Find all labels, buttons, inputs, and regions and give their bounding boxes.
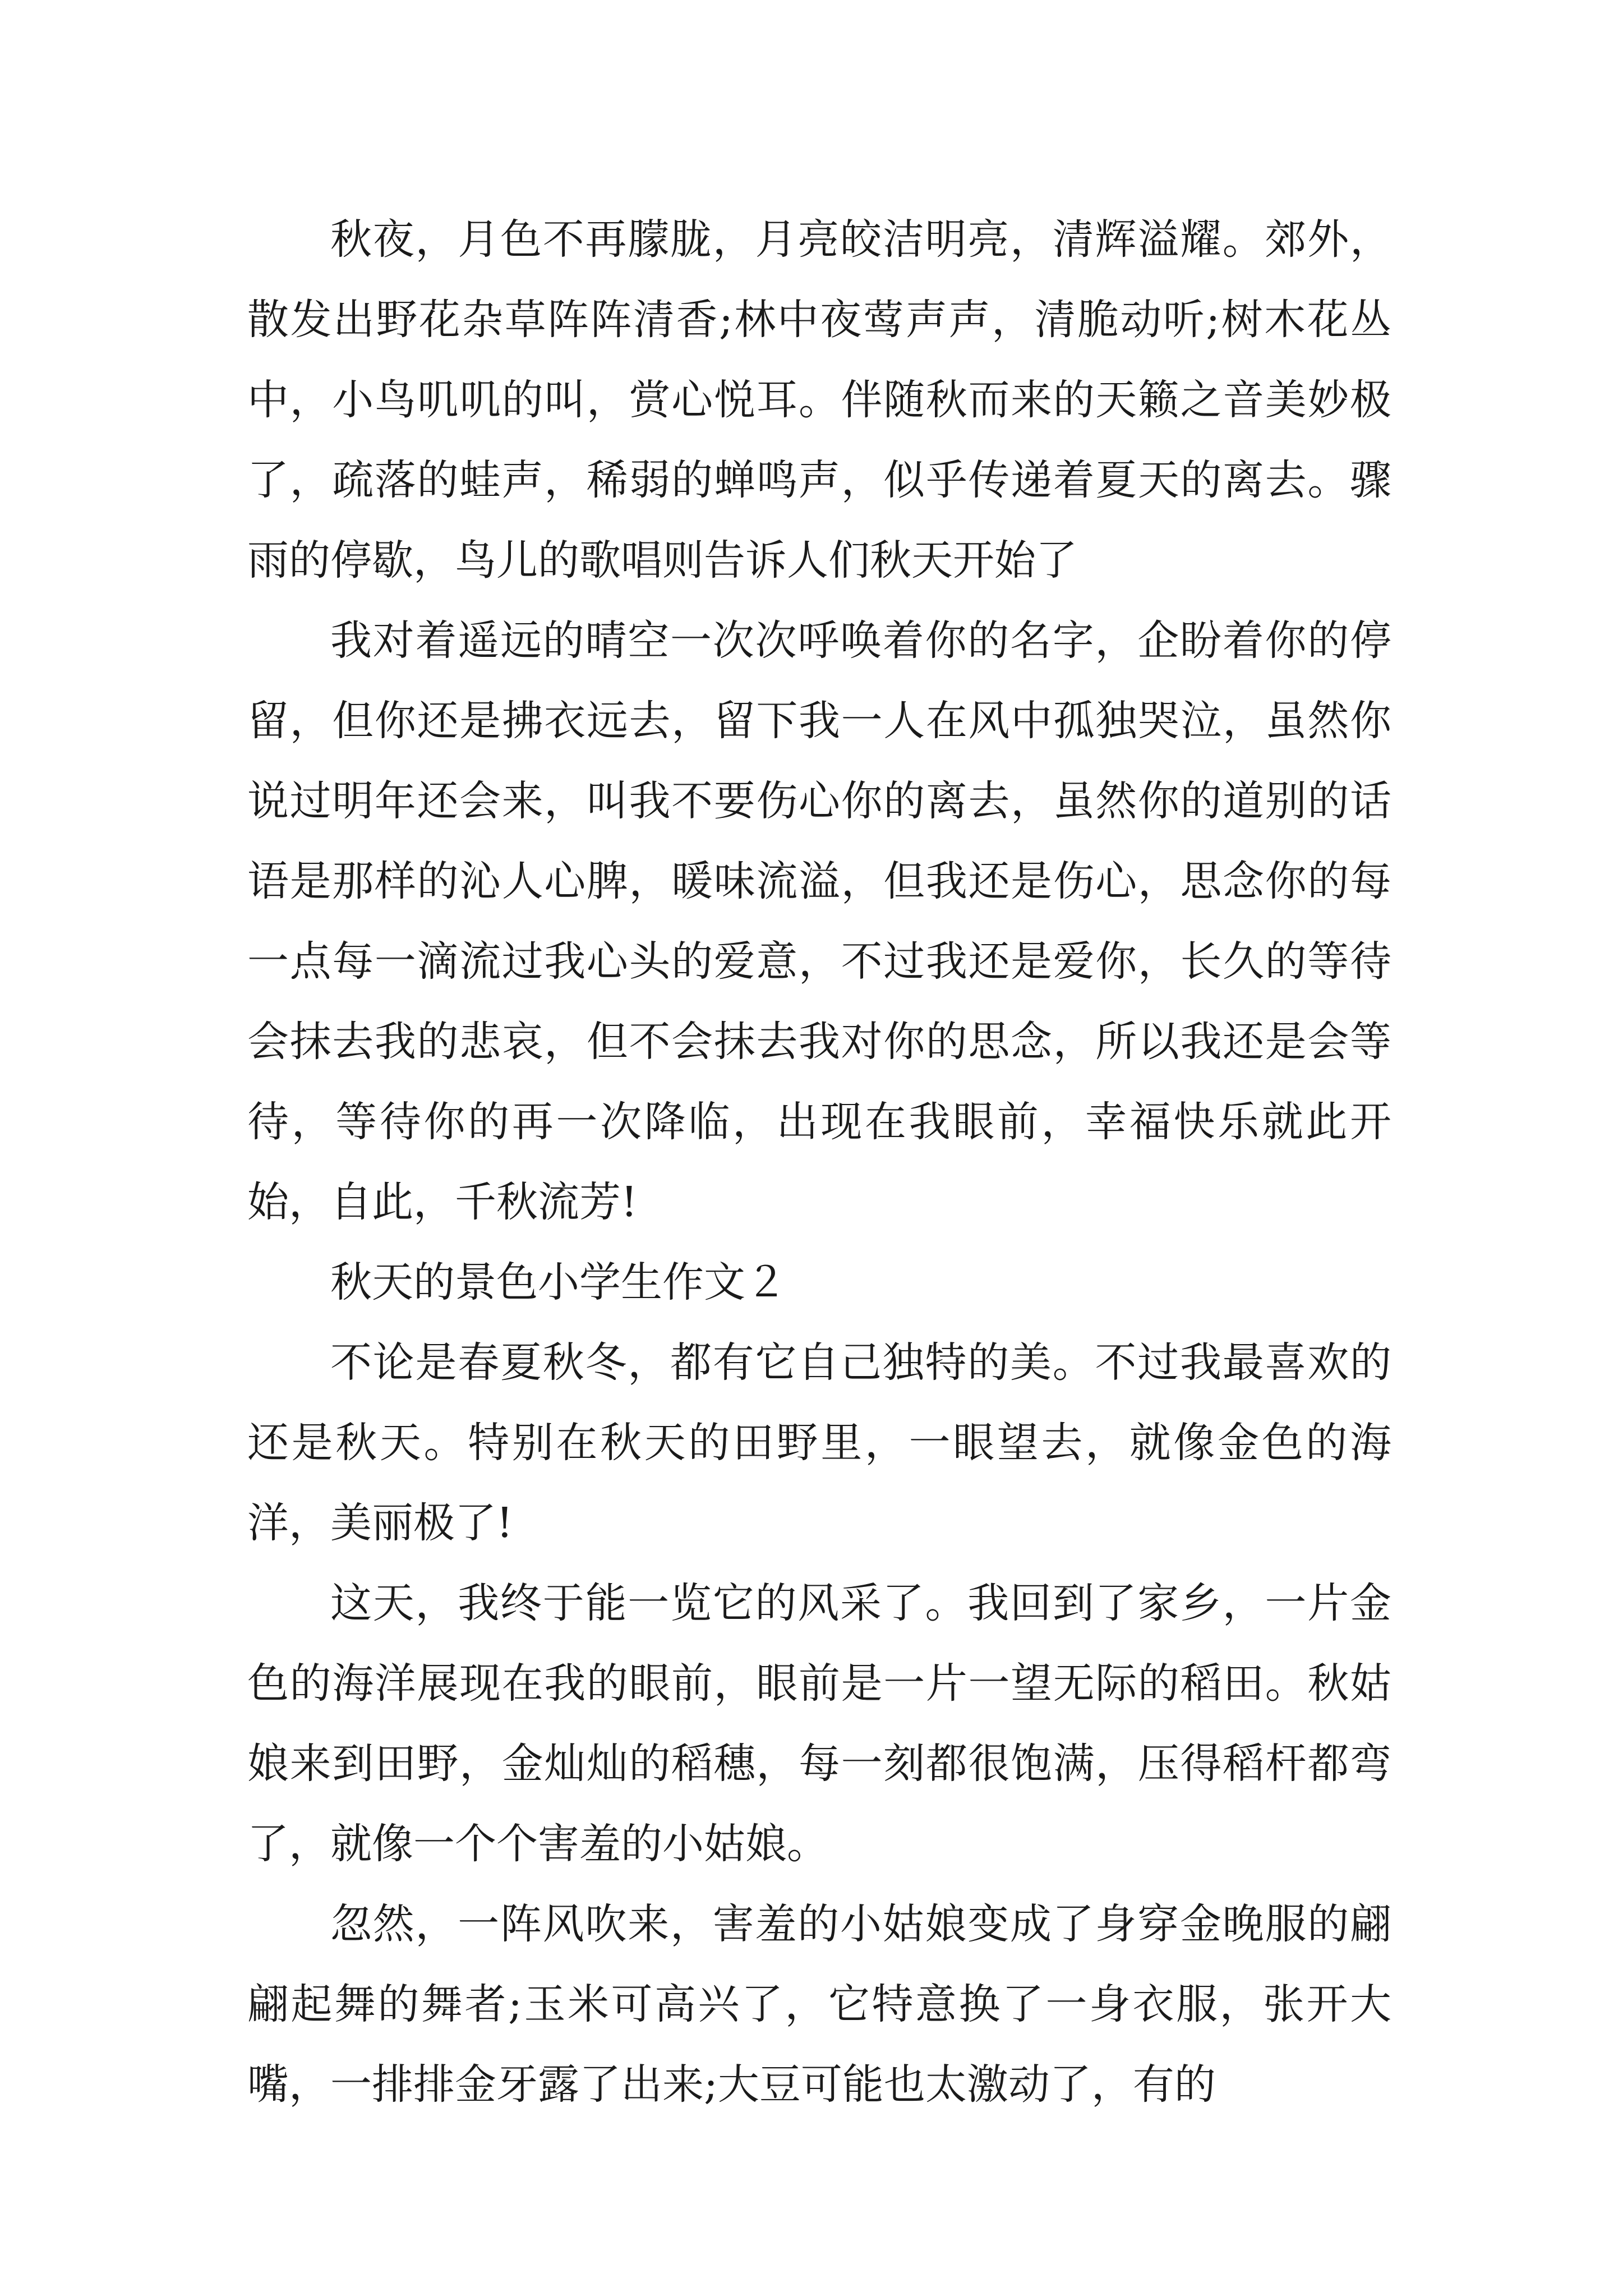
paragraph-longing: 我对着遥远的晴空一次次呼唤着你的名字，企盼着你的停留，但你还是拂衣远去，留下我一人在风中孤独哭泣，虽然你说过明年还会来，叫我不要伤心你的离去，虽然你的道别的话语是那样的沁人心脾，暖味流溢，但我还是伤心，思念你的每一点每一滴流过我心头的爱意，不过我还是爱你，长久的等待会抹去我的悲哀，但不会抹去我对你的思念，所以我还是会等待，等待你的再一次降临，出现在我眼前，幸福快乐就此开始，自此，千秋流芳!	[247, 616, 1391, 1226]
essay-heading: 秋天的景色小学生作文２	[330, 1258, 787, 1306]
paragraph-four-seasons: 不论是春夏秋冬，都有它自己独特的美。不过我最喜欢的还是秋天。特别在秋天的田野里，一眼望去，就像金色的海洋，美丽极了!	[247, 1338, 1391, 1547]
paragraph-hometown-fields: 这天，我终于能一览它的风采了。我回到了家乡，一片金色的海洋展现在我的眼前，眼前是一片一望无际的稻田。秋姑娘来到田野，金灿灿的稻穗，每一刻都很饱满，压得稻杆都弯了，就像一个个害羞的小姑娘。	[247, 1579, 1391, 1868]
document-body	[247, 200, 1391, 2125]
paragraph-wind-dance: 忽然，一阵风吹来，害羞的小姑娘变成了身穿金晚服的翩翩起舞的舞者;玉米可高兴了，它特意换了一身衣服，张开大嘴，一排排金牙露了出来;大豆可能也太激动了，有的	[247, 1900, 1391, 2109]
paragraph-autumn-night: 秋夜，月色不再朦胧，月亮皎洁明亮，清辉溢耀。郊外，散发出野花杂草阵阵清香;林中夜莺声声，清脆动听;树木花丛中，小鸟叽叽的叫，赏心悦耳。伴随秋而来的天籁之音美妙极了，疏落的蛙声，稀弱的蝉鸣声，似乎传递着夏天的离去。骤雨的停歇，鸟儿的歌唱则告诉人们秋天开始了	[247, 215, 1391, 585]
